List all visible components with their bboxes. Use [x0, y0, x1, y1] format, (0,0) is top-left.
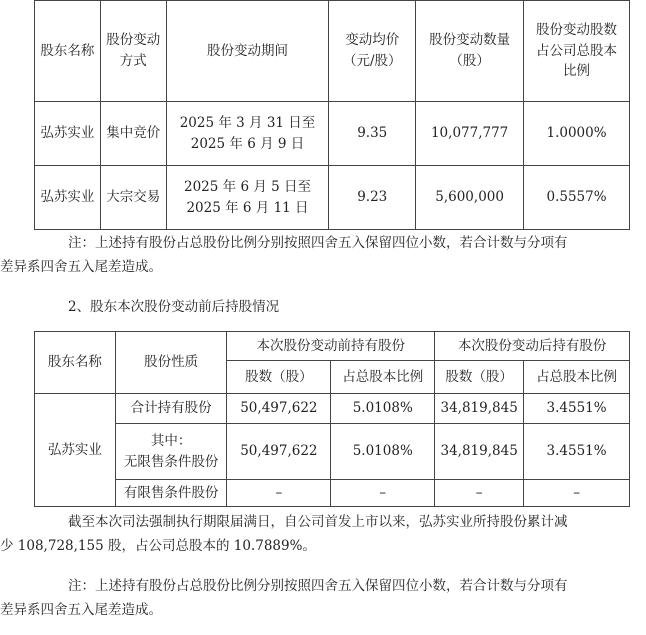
- summary-paragraph: 截至本次司法强制执行期限届满日，自公司首发上市以来，弘苏实业所持股份累计减 少 108,728,155 股，占公司总股本的 10.7889%。: [0, 514, 568, 554]
- cell-method: 集中竞价: [100, 102, 166, 166]
- table-row: [35, 102, 630, 166]
- cell-before-ratio: 5.0108%: [331, 424, 435, 480]
- cell-holder: 弘苏实业: [35, 166, 101, 230]
- cell-holder: 弘苏实业: [35, 394, 116, 507]
- header-before-ratio: 占总股本比例: [331, 361, 435, 394]
- cell-ratio: 0.5557%: [524, 166, 630, 230]
- cell-after-ratio: 3.4551%: [524, 424, 630, 480]
- cell-nature: 有限售条件股份: [115, 480, 227, 507]
- cell-price: 9.35: [329, 102, 416, 166]
- header-period: 股份变动期间: [166, 1, 329, 102]
- table-row: [35, 480, 630, 507]
- cell-before-ratio: –: [331, 480, 435, 507]
- cell-before-shares: 50,497,622: [227, 424, 331, 480]
- cell-quantity: 5,600,000: [416, 166, 524, 230]
- table-row: [35, 394, 630, 424]
- header-after-ratio: 占总股本比例: [524, 361, 630, 394]
- cell-nature: 合计持有股份: [115, 394, 227, 424]
- cell-after-shares: 34,819,845: [435, 424, 524, 480]
- cell-before-shares: –: [227, 480, 331, 507]
- header-nature: 股份性质: [115, 332, 227, 394]
- header-before-shares: 股数（股）: [227, 361, 331, 394]
- cell-after-shares: 34,819,845: [435, 394, 524, 424]
- section-2-title: 2、股东本次股份变动前后持股情况: [68, 299, 280, 315]
- cell-after-shares: –: [435, 480, 524, 507]
- cell-period: 2025 年 3 月 31 日至 2025 年 6 月 9 日: [166, 102, 329, 166]
- note-1: 注：上述持有股份占总股份比例分别按照四舍五入保留四位小数，若合计数与分项有 差异系四舍五入尾差造成。: [0, 235, 568, 275]
- cell-price: 9.23: [329, 166, 416, 230]
- header-ratio: 股份变动股数 占公司总股本 比例: [524, 1, 630, 102]
- cell-method: 大宗交易: [100, 166, 166, 230]
- header-method: 股份变动 方式: [100, 1, 166, 102]
- cell-quantity: 10,077,777: [416, 102, 524, 166]
- table-row: [35, 424, 630, 480]
- header-holder: 股东名称: [35, 332, 116, 394]
- cell-nature: 其中： 无限售条件股份: [115, 424, 227, 480]
- table-header-row: [35, 332, 630, 361]
- holding-table: [34, 331, 630, 507]
- cell-before-ratio: 5.0108%: [331, 394, 435, 424]
- share-change-table: [34, 0, 630, 230]
- table-header-row: [35, 1, 630, 102]
- table-row: [35, 166, 630, 230]
- note-2: 注：上述持有股份占总股份比例分别按照四舍五入保留四位小数，若合计数与分项有 差异系四舍五入尾差造成。: [0, 578, 568, 618]
- header-before: 本次股份变动前持有股份: [227, 332, 435, 361]
- header-after-shares: 股数（股）: [435, 361, 524, 394]
- header-quantity: 股份变动数量 （股）: [416, 1, 524, 102]
- header-holder: 股东名称: [35, 1, 101, 102]
- cell-after-ratio: 3.4551%: [524, 394, 630, 424]
- cell-holder: 弘苏实业: [35, 102, 101, 166]
- cell-period: 2025 年 6 月 5 日至 2025 年 6 月 11 日: [166, 166, 329, 230]
- cell-after-ratio: –: [524, 480, 630, 507]
- cell-ratio: 1.0000%: [524, 102, 630, 166]
- header-after: 本次股份变动后持有股份: [435, 332, 630, 361]
- cell-before-shares: 50,497,622: [227, 394, 331, 424]
- header-price: 变动均价 （元/股）: [329, 1, 416, 102]
